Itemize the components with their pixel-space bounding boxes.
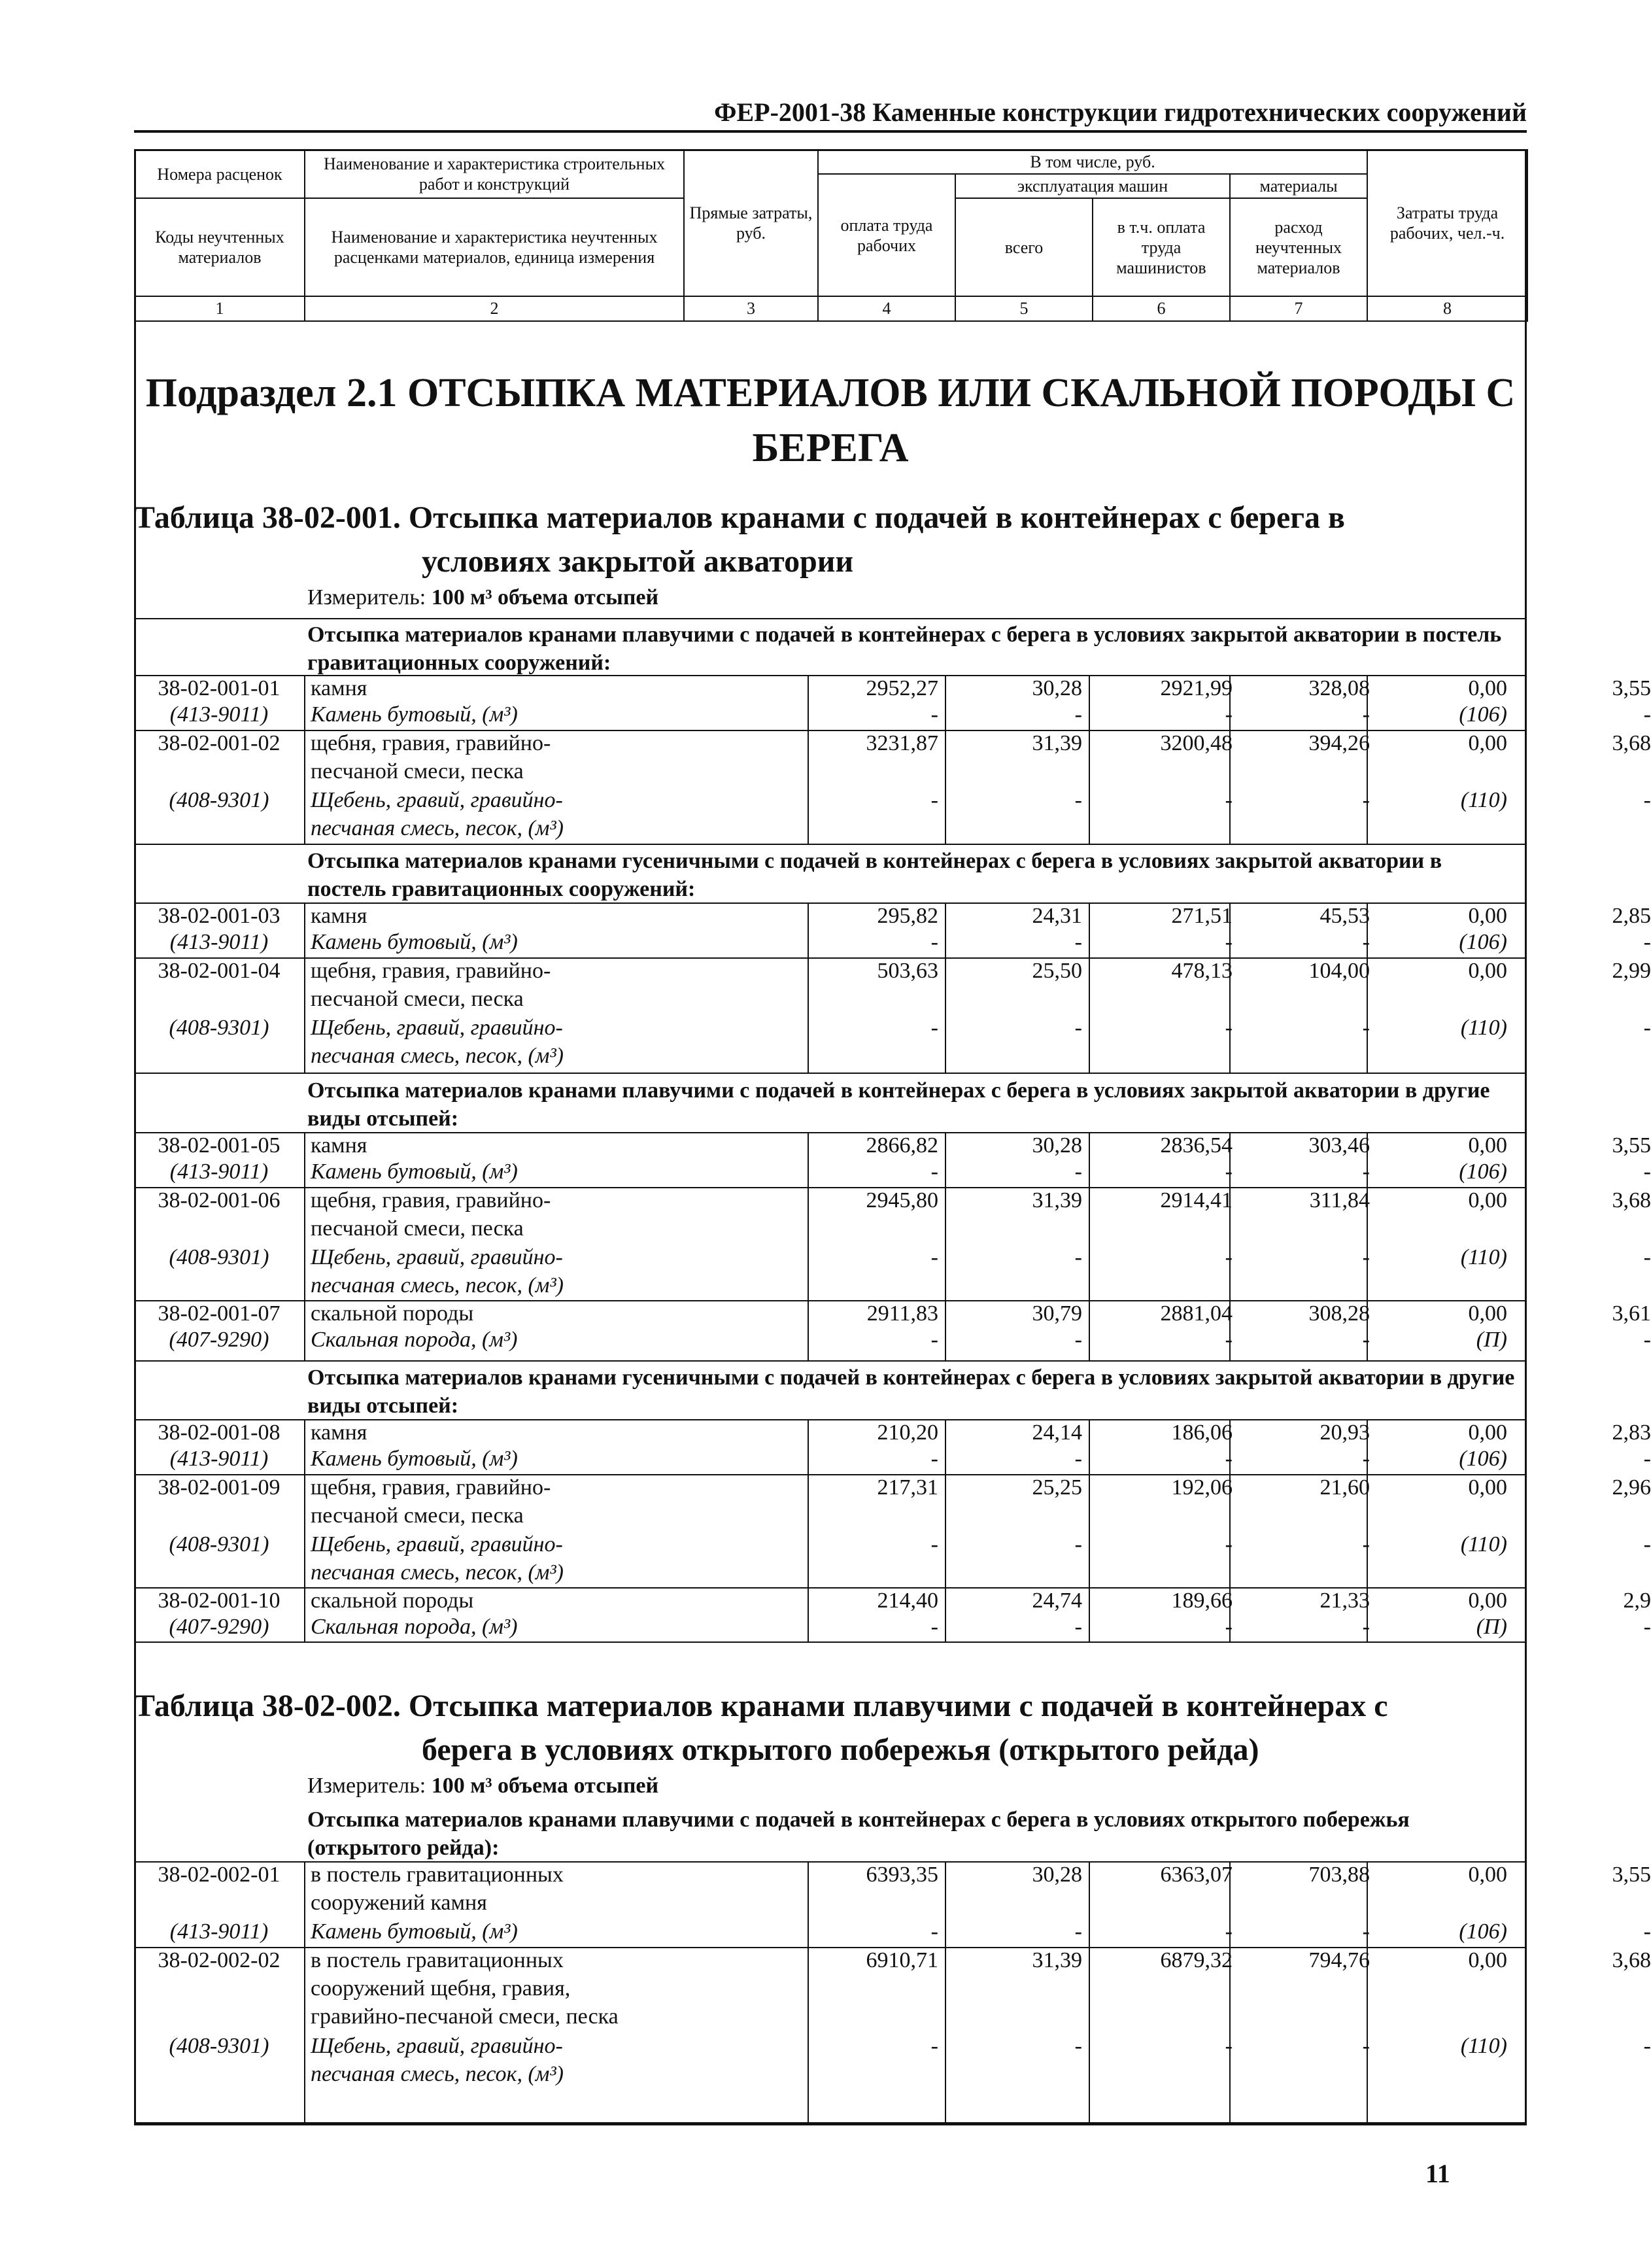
header-naimen1: Наименование и характеристика строительных работ и конструкций bbox=[305, 150, 684, 198]
cell-v3: 2952,27 bbox=[866, 676, 938, 700]
cell-v8: - bbox=[1643, 1328, 1651, 1352]
column-rule bbox=[304, 675, 305, 844]
column-rule bbox=[1367, 1132, 1368, 1360]
cell-v7: 0,00 bbox=[1468, 904, 1507, 928]
header-vsego: всего bbox=[955, 198, 1093, 296]
header-materialy: материалы bbox=[1230, 174, 1367, 198]
cell-v7: (110) bbox=[1460, 1245, 1507, 1269]
cell-v3: 6393,35 bbox=[866, 1863, 938, 1887]
cell-name: Щебень, гравий, гравийно- bbox=[311, 1016, 563, 1040]
cell-v3: - bbox=[930, 930, 938, 954]
column-rule bbox=[304, 1861, 305, 2124]
cell-name: скальной породы bbox=[311, 1589, 474, 1613]
cell-name2: песчаная смесь, песок, (м³) bbox=[311, 816, 564, 840]
divider bbox=[134, 1587, 1527, 1589]
cell-v3: - bbox=[930, 1615, 938, 1639]
header-v-tom-chisle: В том числе, руб. bbox=[818, 150, 1367, 174]
cell-code: (408-9301) bbox=[169, 2034, 269, 2058]
divider bbox=[134, 1187, 1527, 1188]
cell-v6: - bbox=[1362, 2034, 1370, 2058]
cell-v7: (106) bbox=[1459, 1160, 1507, 1184]
cell-v6: 703,88 bbox=[1308, 1863, 1370, 1887]
cell-v8: - bbox=[1643, 702, 1651, 727]
cell-code: 38-02-001-03 bbox=[158, 904, 281, 928]
cell-v7: 0,00 bbox=[1468, 676, 1507, 700]
cell-v5: 189,66 bbox=[1171, 1589, 1233, 1613]
cell-v5: 2914,41 bbox=[1160, 1188, 1233, 1212]
cell-code: 38-02-001-07 bbox=[158, 1301, 281, 1326]
cell-v4: 24,74 bbox=[1032, 1589, 1082, 1613]
cell-v6: - bbox=[1362, 1245, 1370, 1269]
cell-code: (408-9301) bbox=[169, 788, 269, 812]
cell-v5: - bbox=[1225, 1245, 1233, 1269]
cell-v6: - bbox=[1362, 1328, 1370, 1352]
cell-code: (408-9301) bbox=[169, 1016, 269, 1040]
cell-v4: - bbox=[1074, 1328, 1082, 1352]
column-rule bbox=[808, 1861, 809, 2124]
column-rule bbox=[945, 902, 946, 1073]
cell-v6: - bbox=[1362, 930, 1370, 954]
cell-code: 38-02-001-01 bbox=[158, 676, 281, 700]
cell-v3: - bbox=[930, 2034, 938, 2058]
group-heading: Отсыпка материалов кранами плавучими с подачей в контейнерах с берега в условиях открытого побережья (открытого рейда): bbox=[307, 1808, 1410, 1860]
header-zatraty: Затраты труда рабочих, чел.-ч. bbox=[1367, 150, 1527, 296]
cell-v4: - bbox=[1074, 788, 1082, 812]
cell-v7: 0,00 bbox=[1468, 1188, 1507, 1212]
cell-v3: 2866,82 bbox=[866, 1133, 938, 1158]
cell-v7: 0,00 bbox=[1468, 1301, 1507, 1326]
cell-v6: 394,26 bbox=[1308, 731, 1370, 755]
cell-v7: 0,00 bbox=[1468, 1863, 1507, 1887]
cell-code: (408-9301) bbox=[169, 1532, 269, 1556]
cell-code: (413-9011) bbox=[169, 1160, 269, 1184]
cell-v4: 30,28 bbox=[1032, 676, 1082, 700]
cell-v4: 31,39 bbox=[1032, 731, 1082, 755]
cell-name: скальной породы bbox=[311, 1301, 474, 1326]
column-rule bbox=[1089, 1861, 1090, 2124]
cell-name: щебня, гравия, гравийно- bbox=[311, 959, 551, 983]
measure-value: 100 м³ объема отсыпей bbox=[431, 1774, 659, 1798]
cell-v4: 31,39 bbox=[1032, 1948, 1082, 1972]
cell-v6: 311,84 bbox=[1309, 1188, 1370, 1212]
cell-v7: (106) bbox=[1459, 930, 1507, 954]
col-num-1: 1 bbox=[135, 296, 305, 320]
cell-v6: - bbox=[1362, 1919, 1370, 1944]
cell-v4: - bbox=[1074, 2034, 1082, 2058]
cell-v5: 186,06 bbox=[1171, 1420, 1233, 1445]
cell-v7: 0,00 bbox=[1468, 1589, 1507, 1613]
cell-v7: (106) bbox=[1459, 702, 1507, 727]
column-rule bbox=[304, 1132, 305, 1360]
cell-code: 38-02-001-08 bbox=[158, 1420, 281, 1445]
cell-v3: - bbox=[930, 1447, 938, 1471]
cell-v4: 30,28 bbox=[1032, 1133, 1082, 1158]
cell-v3: 217,31 bbox=[877, 1475, 938, 1500]
cell-v4: 24,31 bbox=[1032, 904, 1082, 928]
header-pryamye: Прямые затраты, руб. bbox=[684, 150, 818, 296]
cell-name: Камень бутовый, (м³) bbox=[311, 1919, 518, 1944]
cell-name2: песчаной смеси, песка bbox=[311, 1503, 524, 1528]
divider bbox=[134, 1360, 1527, 1362]
cell-code: 38-02-001-05 bbox=[158, 1133, 281, 1158]
cell-v6: 21,33 bbox=[1319, 1589, 1370, 1613]
cell-name3: гравийно-песчаной смеси, песка bbox=[311, 2004, 619, 2029]
cell-name2: песчаной смеси, песка bbox=[311, 987, 524, 1011]
column-rule bbox=[808, 1419, 809, 1641]
cell-v8: 3,61 bbox=[1612, 1301, 1651, 1326]
cell-v6: 45,53 bbox=[1319, 904, 1370, 928]
page-header: ФЕР-2001-38 Каменные конструкции гидротехнических сооружений bbox=[134, 97, 1527, 133]
divider bbox=[134, 1947, 1527, 1948]
divider bbox=[134, 957, 1527, 959]
column-rule bbox=[1089, 1132, 1090, 1360]
group-heading: Отсыпка материалов кранами гусеничными с подачей в контейнерах с берега в условиях закрытой акватории в постель гравитационных сооружений: bbox=[307, 849, 1442, 901]
cell-name: Скальная порода, (м³) bbox=[311, 1328, 518, 1352]
cell-v8: - bbox=[1643, 2034, 1651, 2058]
cell-name: камня bbox=[311, 904, 367, 928]
cell-name2: песчаная смесь, песок, (м³) bbox=[311, 1560, 564, 1585]
cell-v3: - bbox=[930, 1245, 938, 1269]
column-rule bbox=[1367, 902, 1368, 1073]
cell-code: (413-9011) bbox=[169, 930, 269, 954]
table-title-2-line1: Таблица 38-02-002. Отсыпка материалов кранами плавучими с подачей в контейнерах с bbox=[134, 1689, 1388, 1723]
cell-v8: 2,96 bbox=[1612, 1475, 1651, 1500]
cell-name: Камень бутовый, (м³) bbox=[311, 930, 518, 954]
column-rule bbox=[1367, 675, 1368, 844]
cell-name: щебня, гравия, гравийно- bbox=[311, 1475, 551, 1500]
page-number: 11 bbox=[1425, 2159, 1450, 2188]
cell-v7: 0,00 bbox=[1468, 959, 1507, 983]
cell-code: (407-9290) bbox=[169, 1328, 269, 1352]
cell-v6: 21,60 bbox=[1319, 1475, 1370, 1500]
cell-v4: - bbox=[1074, 1532, 1082, 1556]
measure-prefix: Измеритель: bbox=[307, 585, 426, 610]
col-num-8: 8 bbox=[1367, 296, 1527, 320]
column-rule bbox=[945, 1861, 946, 2124]
column-rule bbox=[945, 1419, 946, 1641]
cell-name: Щебень, гравий, гравийно- bbox=[311, 788, 563, 812]
table-title-1 bbox=[134, 496, 1527, 583]
col-num-2: 2 bbox=[305, 296, 684, 320]
cell-v7: (110) bbox=[1460, 2034, 1507, 2058]
cell-v6: - bbox=[1362, 1447, 1370, 1471]
cell-v5: 2836,54 bbox=[1160, 1133, 1233, 1158]
cell-name2: песчаная смесь, песок, (м³) bbox=[311, 2062, 564, 2086]
col-num-4: 4 bbox=[818, 296, 955, 320]
cell-v8: 2,9 bbox=[1623, 1589, 1651, 1613]
cell-v8: - bbox=[1643, 930, 1651, 954]
cell-name: Скальная порода, (м³) bbox=[311, 1615, 518, 1639]
column-rule bbox=[1089, 902, 1090, 1073]
cell-name: Щебень, гравий, гравийно- bbox=[311, 1245, 563, 1269]
cell-code: (413-9011) bbox=[169, 1919, 269, 1944]
cell-v8: 2,85 bbox=[1612, 904, 1651, 928]
cell-v4: 30,28 bbox=[1032, 1863, 1082, 1887]
cell-v5: - bbox=[1225, 1447, 1233, 1471]
table-title-2-line2: берега в условиях открытого побережья (открытого рейда) bbox=[422, 1732, 1259, 1768]
column-rule bbox=[1229, 1861, 1231, 2124]
cell-v7: (П) bbox=[1476, 1328, 1507, 1352]
cell-code: 38-02-002-02 bbox=[158, 1948, 281, 1972]
divider bbox=[134, 902, 1527, 904]
cell-v8: - bbox=[1643, 1919, 1651, 1944]
cell-name2: сооружений щебня, гравия, bbox=[311, 1976, 571, 2001]
cell-name: Камень бутовый, (м³) bbox=[311, 702, 518, 727]
header-naimen2: Наименование и характеристика неучтенных расценками материалов, единица измерения bbox=[305, 198, 684, 296]
header-ekspl: эксплуатация машин bbox=[955, 174, 1230, 198]
column-rule bbox=[808, 902, 809, 1073]
cell-v7: 0,00 bbox=[1468, 1475, 1507, 1500]
cell-name: Камень бутовый, (м³) bbox=[311, 1160, 518, 1184]
cell-v4: - bbox=[1074, 1245, 1082, 1269]
cell-code: 38-02-001-09 bbox=[158, 1475, 281, 1500]
section-title: Подраздел 2.1 ОТСЫПКА МАТЕРИАЛОВ ИЛИ СКАЛЬНОЙ ПОРОДЫ С БЕРЕГА bbox=[145, 371, 1516, 470]
cell-v5: 6363,07 bbox=[1160, 1863, 1233, 1887]
cell-v4: - bbox=[1074, 1615, 1082, 1639]
cell-code: (407-9290) bbox=[169, 1615, 269, 1639]
cell-v5: 6879,32 bbox=[1160, 1948, 1233, 1972]
cell-v8: - bbox=[1643, 1016, 1651, 1040]
cell-v8: 3,55 bbox=[1612, 1863, 1651, 1887]
cell-name2: песчаная смесь, песок, (м³) bbox=[311, 1273, 564, 1297]
cell-v5: 271,51 bbox=[1171, 904, 1233, 928]
cell-v4: 25,50 bbox=[1032, 959, 1082, 983]
cell-v5: - bbox=[1225, 702, 1233, 727]
cell-v4: - bbox=[1074, 930, 1082, 954]
cell-code: 38-02-002-01 bbox=[158, 1863, 281, 1887]
cell-v3: 2911,83 bbox=[866, 1301, 938, 1326]
table-title-1-line1: Таблица 38-02-001. Отсыпка материалов кранами с подачей в контейнерах с берега в bbox=[134, 500, 1345, 535]
cell-v8: - bbox=[1643, 1615, 1651, 1639]
cell-v3: 2945,80 bbox=[866, 1188, 938, 1212]
header-nomera: Номера расценок bbox=[135, 150, 305, 198]
cell-v5: 2921,99 bbox=[1160, 676, 1233, 700]
cell-v8: - bbox=[1643, 1532, 1651, 1556]
column-rule bbox=[1229, 1419, 1231, 1641]
header-kody: Коды неучтенных материалов bbox=[135, 198, 305, 296]
cell-v6: 308,28 bbox=[1308, 1301, 1370, 1326]
header-oplata: оплата труда рабочих bbox=[818, 174, 955, 296]
cell-v8: 2,83 bbox=[1612, 1420, 1651, 1445]
cell-v3: - bbox=[930, 788, 938, 812]
cell-v5: - bbox=[1225, 2034, 1233, 2058]
cell-v5: 2881,04 bbox=[1160, 1301, 1233, 1326]
cell-v8: - bbox=[1643, 788, 1651, 812]
cell-v3: - bbox=[930, 1160, 938, 1184]
divider bbox=[134, 1641, 1527, 1643]
cell-v6: 20,93 bbox=[1319, 1420, 1370, 1445]
column-rule bbox=[1367, 1861, 1368, 2124]
cell-name: Щебень, гравий, гравийно- bbox=[311, 2034, 563, 2058]
cell-v5: 192,06 bbox=[1171, 1475, 1233, 1500]
cell-v7: (П) bbox=[1476, 1615, 1507, 1639]
divider bbox=[134, 1073, 1527, 1074]
cell-name: в постель гравитационных bbox=[311, 1863, 564, 1887]
measure-2 bbox=[307, 1774, 658, 1798]
cell-v8: - bbox=[1643, 1447, 1651, 1471]
cell-v5: - bbox=[1225, 1615, 1233, 1639]
cell-v7: 0,00 bbox=[1468, 1948, 1507, 1972]
measure-prefix: Измеритель: bbox=[307, 1774, 426, 1798]
cell-v5: - bbox=[1225, 1016, 1233, 1040]
cell-v7: (110) bbox=[1460, 1532, 1507, 1556]
cell-v4: - bbox=[1074, 1447, 1082, 1471]
cell-code: 38-02-001-02 bbox=[158, 731, 281, 755]
divider bbox=[134, 1300, 1527, 1301]
cell-v4: 25,25 bbox=[1032, 1475, 1082, 1500]
cell-v7: (110) bbox=[1460, 788, 1507, 812]
column-rule bbox=[945, 675, 946, 844]
cell-name: Камень бутовый, (м³) bbox=[311, 1447, 518, 1471]
column-rule bbox=[304, 1419, 305, 1641]
cell-name: Щебень, гравий, гравийно- bbox=[311, 1532, 563, 1556]
cell-v8: - bbox=[1643, 1245, 1651, 1269]
measure-1 bbox=[307, 585, 658, 610]
cell-v8: 3,68 bbox=[1612, 1188, 1651, 1212]
column-rule bbox=[808, 675, 809, 844]
cell-v8: - bbox=[1643, 1160, 1651, 1184]
cell-v5: - bbox=[1225, 1532, 1233, 1556]
cell-v3: - bbox=[930, 1532, 938, 1556]
cell-v3: 214,40 bbox=[877, 1589, 938, 1613]
cell-name: камня bbox=[311, 676, 367, 700]
cell-v5: - bbox=[1225, 788, 1233, 812]
column-rule bbox=[1229, 1132, 1231, 1360]
cell-v6: 104,00 bbox=[1308, 959, 1370, 983]
cell-v3: 503,63 bbox=[877, 959, 938, 983]
table-title-1-line2: условиях закрытой акватории bbox=[422, 544, 854, 579]
header-vtch: в т.ч. оплата труда машинистов bbox=[1093, 198, 1230, 296]
col-num-7: 7 bbox=[1230, 296, 1367, 320]
cell-code: (408-9301) bbox=[169, 1245, 269, 1269]
cell-v3: - bbox=[930, 1328, 938, 1352]
cell-v6: - bbox=[1362, 702, 1370, 727]
cell-v5: 3200,48 bbox=[1160, 731, 1233, 755]
cell-v4: - bbox=[1074, 1919, 1082, 1944]
col-num-3: 3 bbox=[684, 296, 818, 320]
column-header bbox=[134, 149, 1528, 322]
cell-code: 38-02-001-04 bbox=[158, 959, 281, 983]
cell-v6: 328,08 bbox=[1308, 676, 1370, 700]
cell-v4: 30,79 bbox=[1032, 1301, 1082, 1326]
cell-name2: песчаной смеси, песка bbox=[311, 1216, 524, 1241]
cell-v3: - bbox=[930, 702, 938, 727]
cell-v7: (110) bbox=[1460, 1016, 1507, 1040]
cell-v5: - bbox=[1225, 1919, 1233, 1944]
cell-name2: сооружений камня bbox=[311, 1891, 487, 1915]
cell-v6: - bbox=[1362, 1016, 1370, 1040]
cell-v5: 478,13 bbox=[1171, 959, 1233, 983]
cell-v6: - bbox=[1362, 1615, 1370, 1639]
cell-v6: 303,46 bbox=[1308, 1133, 1370, 1158]
column-rule bbox=[1367, 1419, 1368, 1641]
cell-v6: 794,76 bbox=[1308, 1948, 1370, 1972]
cell-v8: 3,55 bbox=[1612, 1133, 1651, 1158]
cell-v6: - bbox=[1362, 1160, 1370, 1184]
cell-v4: - bbox=[1074, 702, 1082, 727]
column-rule bbox=[1089, 1419, 1090, 1641]
cell-v3: 210,20 bbox=[877, 1420, 938, 1445]
cell-v5: - bbox=[1225, 930, 1233, 954]
cell-v7: (106) bbox=[1459, 1447, 1507, 1471]
cell-v5: - bbox=[1225, 1160, 1233, 1184]
divider bbox=[134, 844, 1527, 845]
cell-name: камня bbox=[311, 1133, 367, 1158]
cell-v5: - bbox=[1225, 1328, 1233, 1352]
cell-name: камня bbox=[311, 1420, 367, 1445]
cell-v7: 0,00 bbox=[1468, 1133, 1507, 1158]
cell-v3: 3231,87 bbox=[866, 731, 938, 755]
cell-v3: 295,82 bbox=[877, 904, 938, 928]
cell-code: (413-9011) bbox=[169, 702, 269, 727]
cell-v8: 2,99 bbox=[1612, 959, 1651, 983]
cell-name: щебня, гравия, гравийно- bbox=[311, 731, 551, 755]
table-title-2 bbox=[134, 1684, 1527, 1772]
column-rule bbox=[1229, 675, 1231, 844]
cell-code: 38-02-001-06 bbox=[158, 1188, 281, 1212]
cell-name: в постель гравитационных bbox=[311, 1948, 564, 1972]
cell-name: щебня, гравия, гравийно- bbox=[311, 1188, 551, 1212]
divider bbox=[134, 1132, 1527, 1133]
cell-v7: (106) bbox=[1459, 1919, 1507, 1944]
divider bbox=[134, 675, 1527, 676]
divider bbox=[134, 730, 1527, 731]
measure-value: 100 м³ объема отсыпей bbox=[431, 585, 659, 610]
cell-v4: 31,39 bbox=[1032, 1188, 1082, 1212]
cell-code: (413-9011) bbox=[169, 1447, 269, 1471]
cell-code: 38-02-001-10 bbox=[158, 1589, 281, 1613]
cell-name2: песчаной смеси, песка bbox=[311, 759, 524, 783]
divider bbox=[134, 1419, 1527, 1420]
column-rule bbox=[808, 1132, 809, 1360]
cell-v4: 24,14 bbox=[1032, 1420, 1082, 1445]
cell-v6: - bbox=[1362, 788, 1370, 812]
column-rule bbox=[304, 902, 305, 1073]
cell-v4: - bbox=[1074, 1160, 1082, 1184]
column-rule bbox=[1229, 902, 1231, 1073]
cell-v7: 0,00 bbox=[1468, 1420, 1507, 1445]
divider bbox=[134, 1861, 1527, 1863]
cell-v8: 3,68 bbox=[1612, 731, 1651, 755]
col-num-6: 6 bbox=[1093, 296, 1230, 320]
divider bbox=[134, 1474, 1527, 1475]
column-rule bbox=[1089, 675, 1090, 844]
group-heading: Отсыпка материалов кранами плавучими с подачей в контейнерах с берега в условиях закрытой акватории в другие виды отсыпей: bbox=[307, 1078, 1490, 1131]
column-rule bbox=[945, 1132, 946, 1360]
cell-v3: - bbox=[930, 1919, 938, 1944]
header-rashod: расход неучтенных материалов bbox=[1230, 198, 1367, 296]
divider bbox=[134, 618, 1527, 619]
group-heading: Отсыпка материалов кранами гусеничными с подачей в контейнерах с берега в условиях закрытой акватории в другие виды отсыпей: bbox=[307, 1366, 1515, 1418]
divider bbox=[134, 2124, 1527, 2125]
cell-v8: 3,68 bbox=[1612, 1948, 1651, 1972]
cell-v4: - bbox=[1074, 1016, 1082, 1040]
cell-name2: песчаная смесь, песок, (м³) bbox=[311, 1044, 564, 1068]
col-num-5: 5 bbox=[955, 296, 1093, 320]
group-heading: Отсыпка материалов кранами плавучими с подачей в контейнерах с берега в условиях закрытой акватории в постель гравитационных сооружений: bbox=[307, 623, 1502, 675]
cell-v7: 0,00 bbox=[1468, 731, 1507, 755]
cell-v3: 6910,71 bbox=[866, 1948, 938, 1972]
cell-v6: - bbox=[1362, 1532, 1370, 1556]
cell-v3: - bbox=[930, 1016, 938, 1040]
cell-v8: 3,55 bbox=[1612, 676, 1651, 700]
